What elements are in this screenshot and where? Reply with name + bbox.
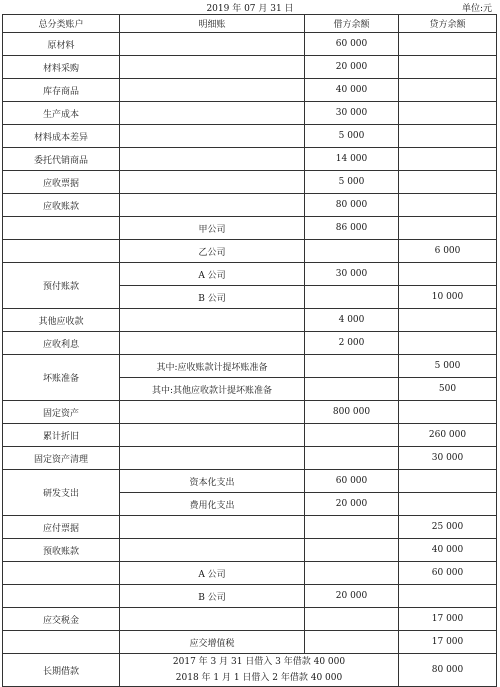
table-row <box>3 56 497 79</box>
table-row <box>3 240 497 263</box>
account-cell: 预收账款 <box>3 539 120 562</box>
table-row <box>3 585 497 608</box>
account-cell <box>3 240 120 263</box>
detail-cell <box>120 332 305 355</box>
detail-cell: B 公司 <box>120 585 305 608</box>
credit-cell <box>399 125 497 148</box>
loan-line-2: 2018 年 1 月 1 日借入 2 年借款 40 000 <box>175 673 343 683</box>
col-header-credit: 贷方余额 <box>399 15 497 33</box>
account-cell: 库存商品 <box>3 79 120 102</box>
credit-cell <box>399 79 497 102</box>
table-row <box>3 309 497 332</box>
credit-cell: 260 000 <box>399 424 497 447</box>
account-cell: 应收利息 <box>3 332 120 355</box>
account-cell: 委托代销商品 <box>3 148 120 171</box>
detail-cell <box>120 125 305 148</box>
debit-cell <box>305 516 399 539</box>
detail-cell <box>120 194 305 217</box>
debit-cell: 5 000 <box>305 125 399 148</box>
account-cell: 长期借款 <box>3 654 120 687</box>
detail-cell <box>120 539 305 562</box>
table-row <box>3 470 497 493</box>
currency-unit: 单位:元 <box>461 4 492 14</box>
detail-cell <box>120 401 305 424</box>
detail-cell: A 公司 <box>120 562 305 585</box>
credit-cell <box>399 470 497 493</box>
header-row <box>3 15 497 33</box>
table-row <box>3 401 497 424</box>
credit-cell <box>399 401 497 424</box>
detail-cell <box>120 447 305 470</box>
credit-cell: 25 000 <box>399 516 497 539</box>
detail-cell: 乙公司 <box>120 240 305 263</box>
account-cell: 应收票据 <box>3 171 120 194</box>
table-row <box>3 332 497 355</box>
account-cell: 固定资产清理 <box>3 447 120 470</box>
debit-cell: 20 000 <box>305 585 399 608</box>
detail-cell <box>120 102 305 125</box>
account-cell: 应付票据 <box>3 516 120 539</box>
detail-cell <box>120 608 305 631</box>
credit-cell: 10 000 <box>399 286 497 309</box>
table-row <box>3 539 497 562</box>
account-cell: 固定资产 <box>3 401 120 424</box>
debit-cell: 60 000 <box>305 33 399 56</box>
detail-cell: 费用化支出 <box>120 493 305 516</box>
table-row <box>3 608 497 631</box>
detail-cell: 资本化支出 <box>120 470 305 493</box>
account-cell: 坏账准备 <box>3 355 120 401</box>
loan-line-1: 2017 年 3 月 31 日借入 3 年借款 40 000 <box>172 657 346 667</box>
detail-cell: 应交增值税 <box>120 631 305 654</box>
credit-cell <box>399 33 497 56</box>
debit-cell <box>305 240 399 263</box>
col-header-general-account: 总分类账户 <box>3 15 120 33</box>
account-cell <box>3 631 120 654</box>
table-row <box>3 631 497 654</box>
credit-cell <box>399 148 497 171</box>
detail-cell <box>120 424 305 447</box>
credit-cell: 17 000 <box>399 631 497 654</box>
credit-cell <box>399 102 497 125</box>
account-cell: 累计折旧 <box>3 424 120 447</box>
table-row <box>3 148 497 171</box>
account-cell: 原材料 <box>3 33 120 56</box>
col-header-subsidiary: 明细账 <box>120 15 305 33</box>
table-row <box>3 263 497 286</box>
debit-cell: 30 000 <box>305 102 399 125</box>
debit-cell: 2 000 <box>305 332 399 355</box>
table-row <box>3 562 497 585</box>
debit-cell: 14 000 <box>305 148 399 171</box>
debit-cell <box>305 286 399 309</box>
credit-cell <box>399 263 497 286</box>
debit-cell <box>305 378 399 401</box>
account-cell <box>3 562 120 585</box>
account-cell: 材料成本差异 <box>3 125 120 148</box>
account-cell <box>3 585 120 608</box>
account-cell: 生产成本 <box>3 102 120 125</box>
table-row <box>3 125 497 148</box>
credit-cell: 30 000 <box>399 447 497 470</box>
debit-cell: 4 000 <box>305 309 399 332</box>
account-cell: 研发支出 <box>3 470 120 516</box>
credit-cell: 17 000 <box>399 608 497 631</box>
debit-cell: 800 000 <box>305 401 399 424</box>
detail-cell <box>120 171 305 194</box>
account-cell: 材料采购 <box>3 56 120 79</box>
debit-cell: 40 000 <box>305 79 399 102</box>
detail-cell: A 公司 <box>120 263 305 286</box>
table-row <box>3 355 497 378</box>
credit-cell: 5 000 <box>399 355 497 378</box>
debit-cell <box>305 355 399 378</box>
credit-cell <box>399 309 497 332</box>
detail-cell <box>120 516 305 539</box>
table-row <box>3 424 497 447</box>
detail-cell: 其中:其他应收款计提坏账准备 <box>120 378 305 401</box>
table-row <box>3 217 497 240</box>
credit-cell <box>399 585 497 608</box>
debit-cell: 86 000 <box>305 217 399 240</box>
table-row <box>3 516 497 539</box>
credit-cell: 60 000 <box>399 562 497 585</box>
account-cell <box>3 217 120 240</box>
detail-cell: 其中:应收账款计提坏账准备 <box>120 355 305 378</box>
credit-cell <box>399 493 497 516</box>
table-row <box>3 171 497 194</box>
detail-cell <box>120 79 305 102</box>
detail-cell <box>120 148 305 171</box>
table-row <box>3 447 497 470</box>
debit-cell <box>305 447 399 470</box>
account-cell: 应交税金 <box>3 608 120 631</box>
table-row <box>3 79 497 102</box>
debit-cell <box>305 608 399 631</box>
debit-cell <box>305 562 399 585</box>
debit-cell <box>305 424 399 447</box>
table-row <box>3 194 497 217</box>
credit-cell <box>399 171 497 194</box>
credit-cell <box>399 194 497 217</box>
credit-cell: 500 <box>399 378 497 401</box>
debit-cell: 5 000 <box>305 171 399 194</box>
account-cell: 预付账款 <box>3 263 120 309</box>
debit-cell: 20 000 <box>305 56 399 79</box>
account-cell: 其他应收款 <box>3 309 120 332</box>
debit-cell: 60 000 <box>305 470 399 493</box>
credit-cell: 6 000 <box>399 240 497 263</box>
debit-cell: 80 000 <box>305 194 399 217</box>
detail-cell <box>120 56 305 79</box>
detail-cell <box>120 33 305 56</box>
credit-cell <box>399 217 497 240</box>
detail-cell <box>120 654 399 687</box>
debit-cell <box>305 539 399 562</box>
account-cell: 应收账款 <box>3 194 120 217</box>
debit-cell: 30 000 <box>305 263 399 286</box>
col-header-debit: 借方余额 <box>305 15 399 33</box>
table-caption <box>0 0 500 14</box>
report-date: 2019 年 07 月 31 日 <box>206 4 294 14</box>
debit-cell <box>305 631 399 654</box>
debit-cell: 20 000 <box>305 493 399 516</box>
table-row <box>3 102 497 125</box>
table-row <box>3 33 497 56</box>
detail-cell: B 公司 <box>120 286 305 309</box>
detail-cell: 甲公司 <box>120 217 305 240</box>
credit-cell <box>399 56 497 79</box>
balance-table <box>2 14 497 687</box>
detail-cell <box>120 309 305 332</box>
table-row <box>3 654 497 687</box>
credit-cell: 40 000 <box>399 539 497 562</box>
credit-cell <box>399 332 497 355</box>
credit-cell: 80 000 <box>399 654 497 687</box>
